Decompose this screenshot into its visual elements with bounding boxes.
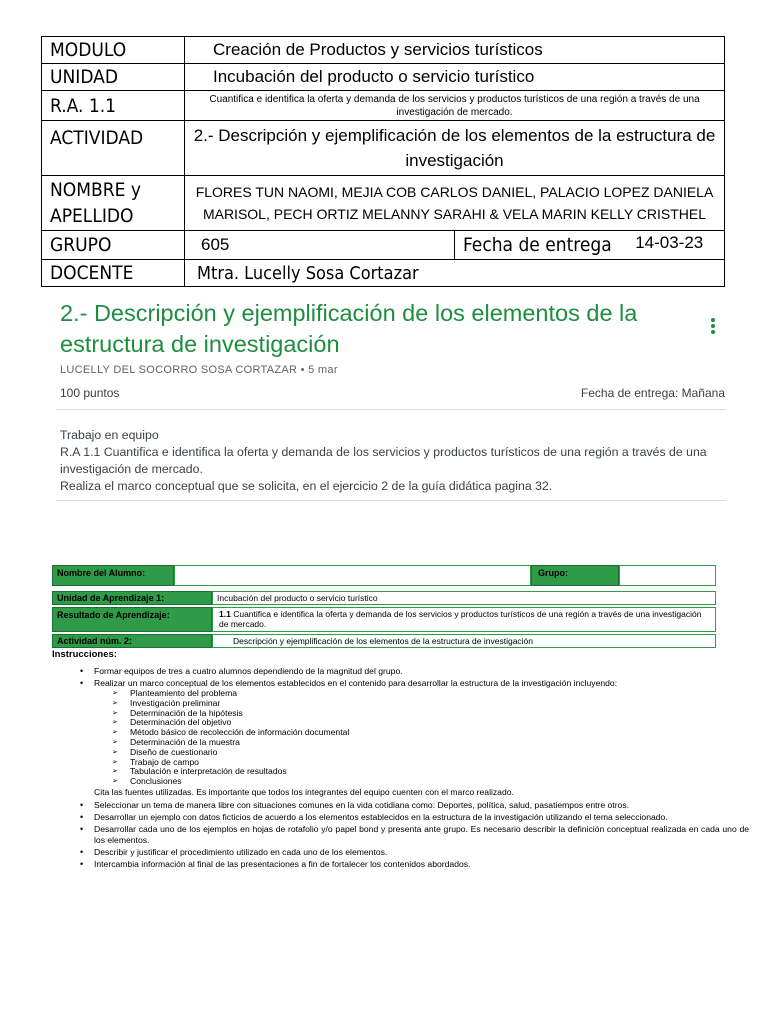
ra-value: Cuantifica e identifica la oferta y demanda de los servicios y productos turísticos de una región a través de una investigación de mercado.: [185, 91, 725, 121]
unidad-form-value: Incubación del producto o servicio turístico: [212, 591, 716, 605]
list-item-text: Realizar un marco conceptual de los elementos establecidos en el contenido para desarrollar la estructura de la investigación incluyendo:: [94, 678, 618, 688]
sub-item: ➢ Determinación del objetivo: [130, 718, 749, 728]
form-row-nombre: [52, 565, 716, 586]
unidad-value: Incubación del producto o servicio turístico: [185, 64, 725, 91]
divider: [56, 500, 726, 501]
sub-item: ➢ Trabajo de campo: [130, 758, 749, 768]
sub-item: ➢ Planteamiento del problema: [130, 689, 749, 699]
post-author: LUCELLY DEL SOCORRO SOSA CORTAZAR • 5 mar: [60, 364, 338, 376]
cite-note: Cita las fuentes utilizadas. Es importante que todos los integrantes del equipo cuenten con el marco realizado.: [94, 786, 514, 797]
fecha-value: 14-03-23: [635, 233, 704, 252]
list-item: • Seleccionar un tema de manera libre con situaciones comunes en la vida cotidiana como: Deportes, política, salud, pasatiempos entre otros.: [94, 800, 749, 811]
fecha-cell: [455, 231, 725, 260]
sub-item: ➢ Conclusiones: [130, 777, 749, 787]
list-item: • Intercambia información al final de las presentaciones a fin de fortalecer los contenidos abordados.: [94, 859, 749, 870]
post-due-date: Fecha de entrega: Mañana: [580, 386, 725, 400]
sub-item: ➢ Método básico de recolección de información documental: [130, 728, 749, 738]
nombre-value: FLORES TUN NAOMI, MEJIA COB CARLOS DANIEL, PALACIO LOPEZ DANIELA MARISOL, PECH ORTIZ MELANNY SARAHI & VELA MARIN KELLY CRISTHEL: [185, 176, 725, 231]
grupo-form-field[interactable]: [619, 565, 716, 586]
nombre-alumno-label: Nombre del Alumno:: [52, 565, 174, 586]
form-row-resultado: [52, 607, 716, 632]
post-description: [60, 427, 720, 495]
grupo-form-label: Grupo:: [531, 565, 619, 586]
more-options-icon[interactable]: [709, 318, 717, 336]
resultado-form-label: Resultado de Aprendizaje:: [52, 607, 212, 632]
desc-line: Trabajo en equipo: [60, 428, 159, 442]
grupo-label: GRUPO: [42, 231, 185, 260]
sub-list: [94, 689, 749, 787]
sub-item: ➢ Investigación preliminar: [130, 699, 749, 709]
modulo-value: Creación de Productos y servicios turísticos: [185, 37, 725, 64]
list-item: • Desarrollar cada uno de los ejemplos en hojas de rotafolio y/o papel bond y presenta ante grupo. Es necesario describir la definición conceptual realizada en cada uno de los elementos.: [94, 824, 749, 846]
post-points: 100 puntos: [60, 386, 120, 400]
actividad-form-value: Descripción y ejemplificación de los elementos de la estructura de investigación: [212, 634, 716, 648]
fecha-label: Fecha de entrega: [463, 234, 612, 256]
desc-line: R.A 1.1 Cuantifica e identifica la oferta y demanda de los servicios y productos turísticos de una región a través de una investigación de mercado.: [60, 445, 707, 476]
form-row-actividad: [52, 634, 716, 648]
sub-item: ➢ Determinación de la muestra: [130, 738, 749, 748]
list-item: [94, 678, 749, 798]
nombre-alumno-field[interactable]: [174, 565, 531, 586]
actividad-value: 2.- Descripción y ejemplificación de los elementos de la estructura de investigación: [185, 121, 725, 176]
list-item: • Formar equipos de tres a cuatro alumnos dependiendo de la magnitud del grupo.: [94, 666, 749, 677]
sub-item: ➢ Diseño de cuestionario: [130, 748, 749, 758]
instructions-list: [60, 666, 749, 871]
grupo-value: 605: [185, 231, 455, 260]
resultado-text: Cuantifica e identifica la oferta y demanda de los servicios y productos turísticos de una región a través de una investigación de mercado.: [219, 609, 702, 629]
form-row-unidad: [52, 591, 716, 605]
sub-item: ➢ Determinación de la hipótesis: [130, 709, 749, 719]
nombre-label: NOMBRE y APELLIDO: [42, 176, 185, 231]
actividad-label: ACTIVIDAD: [42, 121, 185, 176]
divider: [56, 409, 726, 410]
list-item: • Desarrollar un ejemplo con datos ficticios de acuerdo a los elementos establecidos en la estructura de la investigación utilizando el tema seleccionado.: [94, 812, 749, 823]
instructions-heading: Instrucciones:: [52, 649, 117, 660]
docente-value: Mtra. Lucelly Sosa Cortazar: [185, 260, 725, 287]
unidad-form-label: Unidad de Aprendizaje 1:: [52, 591, 212, 605]
list-item: • Describir y justificar el procedimiento utilizado en cada uno de los elementos.: [94, 847, 749, 858]
docente-label: DOCENTE: [42, 260, 185, 287]
resultado-form-value: [212, 607, 716, 632]
header-table: [41, 36, 725, 287]
post-title: 2.- Descripción y ejemplificación de los elementos de la estructura de investigación: [60, 300, 638, 357]
ra-label: R.A. 1.1: [42, 91, 185, 121]
actividad-form-label: Actividad núm. 2:: [52, 634, 212, 648]
desc-line: Realiza el marco conceptual que se solicita, en el ejercicio 2 de la guía didática pagina 32.: [60, 479, 553, 493]
unidad-label: UNIDAD: [42, 64, 185, 91]
modulo-label: MODULO: [42, 37, 185, 64]
resultado-num: 1.1: [219, 609, 231, 619]
sub-item: ➢ Tabulación e interpretación de resultados: [130, 767, 749, 777]
